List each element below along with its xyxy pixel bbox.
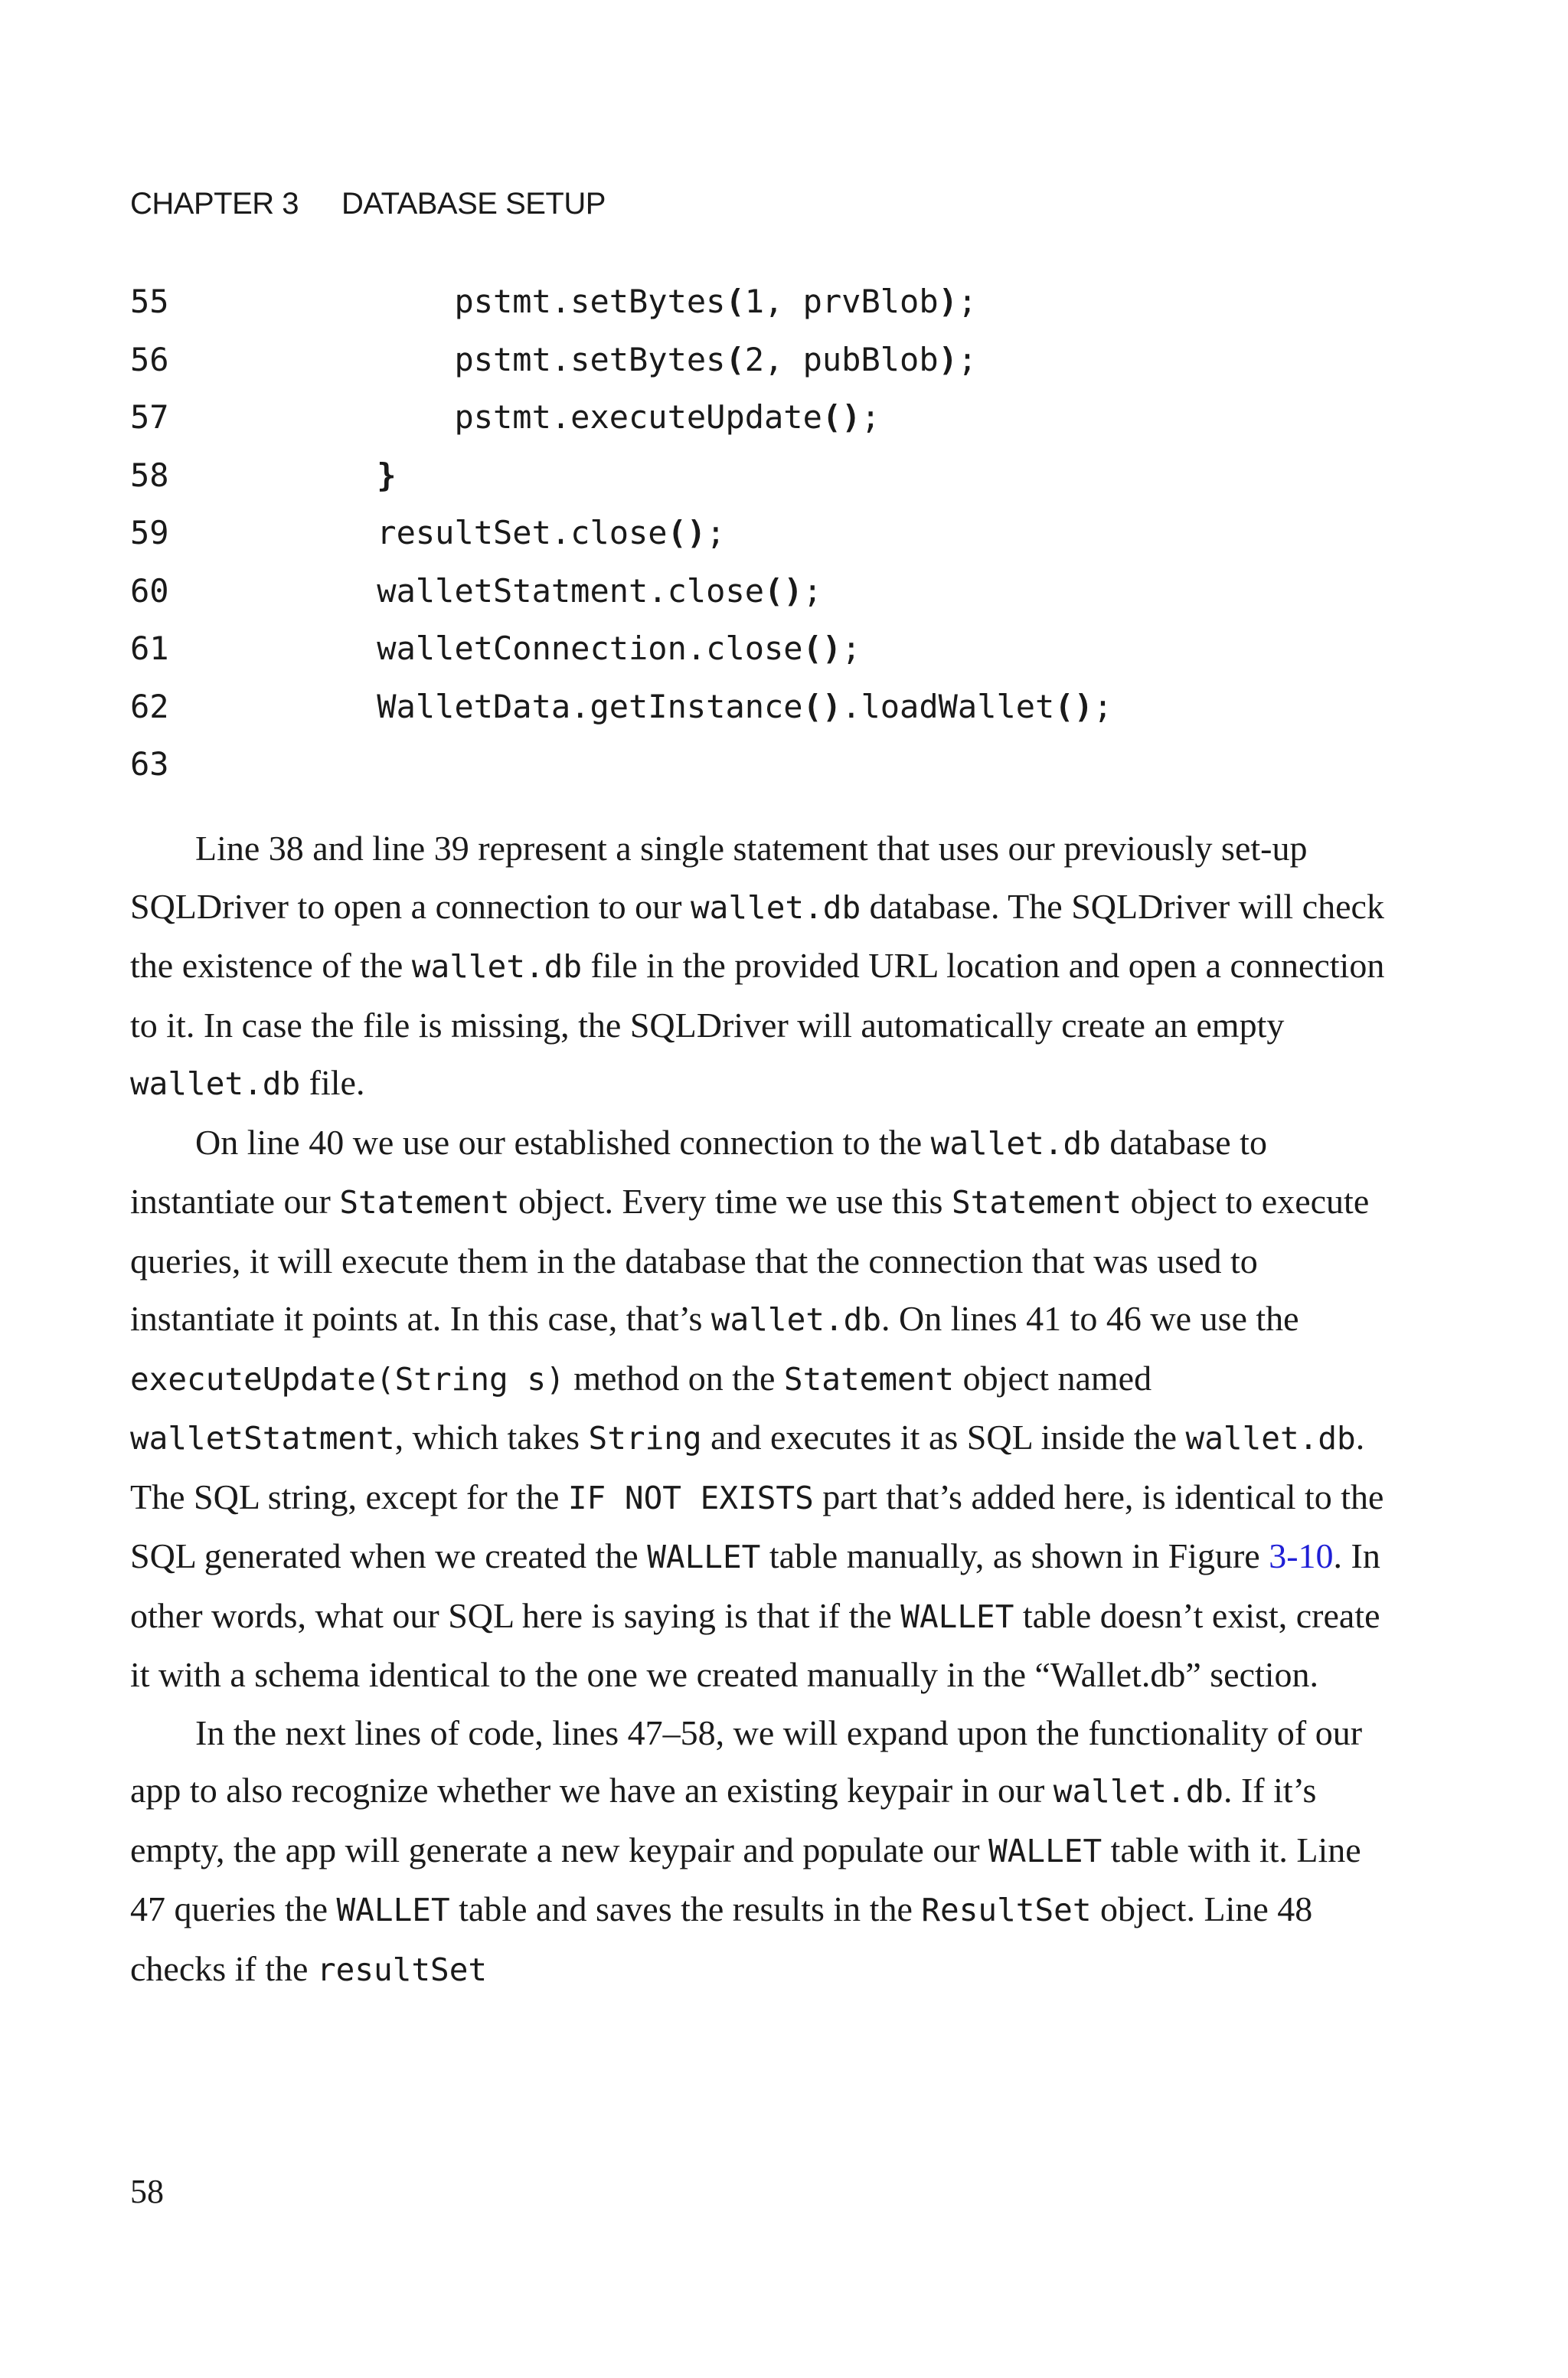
code-text [222, 735, 1432, 793]
inline-code: Statement [783, 1360, 955, 1398]
line-number: 59 [130, 514, 169, 551]
inline-code: wallet.db [930, 1124, 1101, 1162]
chapter-label: CHAPTER 3 [130, 187, 299, 221]
code-text: WalletData.getInstance().loadWallet(); [377, 687, 1113, 725]
code-text: pstmt.setBytes(2, pubBlob); [454, 340, 978, 378]
inline-code: IF NOT EXISTS [567, 1479, 814, 1516]
inline-code: WALLET [988, 1832, 1102, 1869]
chapter-title: DATABASE SETUP [341, 187, 606, 221]
inline-code: WALLET [647, 1539, 761, 1575]
running-header [130, 187, 606, 221]
line-number: 62 [130, 687, 169, 725]
inline-code: wallet.db [1053, 1773, 1223, 1810]
line-number: 57 [130, 398, 169, 436]
code-text: walletConnection.close(); [377, 630, 861, 667]
code-line [130, 620, 1432, 678]
code-line [130, 446, 1432, 505]
line-number: 60 [130, 571, 169, 610]
code-text: } [377, 456, 397, 494]
inline-code: wallet.db [130, 1065, 301, 1102]
code-line [130, 562, 1432, 620]
code-line [130, 388, 1432, 446]
inline-code: wallet.db [690, 888, 861, 926]
code-line [130, 504, 1432, 562]
code-text: pstmt.executeUpdate(); [454, 398, 880, 436]
body-text [130, 819, 1401, 1999]
inline-code: resultSet [316, 1951, 488, 1988]
code-line [130, 273, 1432, 331]
inline-code: WALLET [336, 1892, 450, 1928]
inline-code: walletStatment [130, 1420, 395, 1457]
paragraph: In the next lines of code, lines 47–58, we will expand upon the functionality of our app to also recognize whether we have an existing keypair in our wallet.db. If it’s empty, the app will generate a new keypair and populate our WALLET table with it. Line 47 queries the WALLET table and saves the results in the ResultSet object. Line 48 checks if the resultSet [130, 1712, 1363, 1988]
inline-code: wallet.db [1185, 1420, 1356, 1457]
code-line [130, 678, 1432, 736]
code-text: walletStatment.close(); [377, 571, 822, 610]
line-number: 63 [130, 745, 169, 783]
inline-code: wallet.db [411, 948, 583, 985]
line-number: 61 [130, 630, 169, 667]
figure-link[interactable]: 3-10 [1269, 1536, 1334, 1575]
inline-code: wallet.db [710, 1301, 882, 1338]
line-number: 58 [130, 456, 169, 494]
code-text: pstmt.setBytes(1, prvBlob); [454, 283, 978, 320]
code-text: resultSet.close(); [377, 514, 726, 551]
line-number: 56 [130, 340, 169, 378]
paragraph: Line 38 and line 39 represent a single statement that uses our previously set-up SQLDriver to open a connection to our wallet.db database. The SQLDriver will check the existence of the wallet.db file in the provided URL location and open a connection to it. In case the file is missing, the SQLDriver will automatically create an empty wallet.db file. [130, 829, 1385, 1102]
inline-code: WALLET [900, 1598, 1014, 1635]
code-listing [130, 273, 1432, 793]
inline-code: ResultSet [921, 1892, 1092, 1928]
page-number: 58 [130, 2173, 164, 2210]
inline-code: Statement [951, 1184, 1122, 1221]
inline-code: Statement [339, 1184, 510, 1221]
line-number: 55 [130, 283, 169, 320]
inline-code: String [588, 1420, 702, 1457]
code-line [130, 331, 1432, 389]
code-line [130, 735, 1432, 793]
paragraph: On line 40 we use our established connection to the wallet.db database to instantiate our Statement object. Every time we use this Statement object to execute queries, it will execute them in the database that the connection that was used to instantiate it points at. In this case, that’s wallet.db. On lines 41 to 46 we use the executeUpdate(String s) method on the Statement object named walletStatment, which takes String and executes it as SQL inside the wallet.db. The SQL string, except for the IF NOT EXISTS part that’s added here, is identical to the SQL generated when we created the WALLET table manually, as shown in Figure 3-10. In other words, what our SQL here is saying is that if the WALLET table doesn’t exist, create it with a schema identical to the one we created manually in the “Wallet.db” section. [130, 1122, 1384, 1694]
inline-code: executeUpdate(String s) [130, 1360, 565, 1398]
